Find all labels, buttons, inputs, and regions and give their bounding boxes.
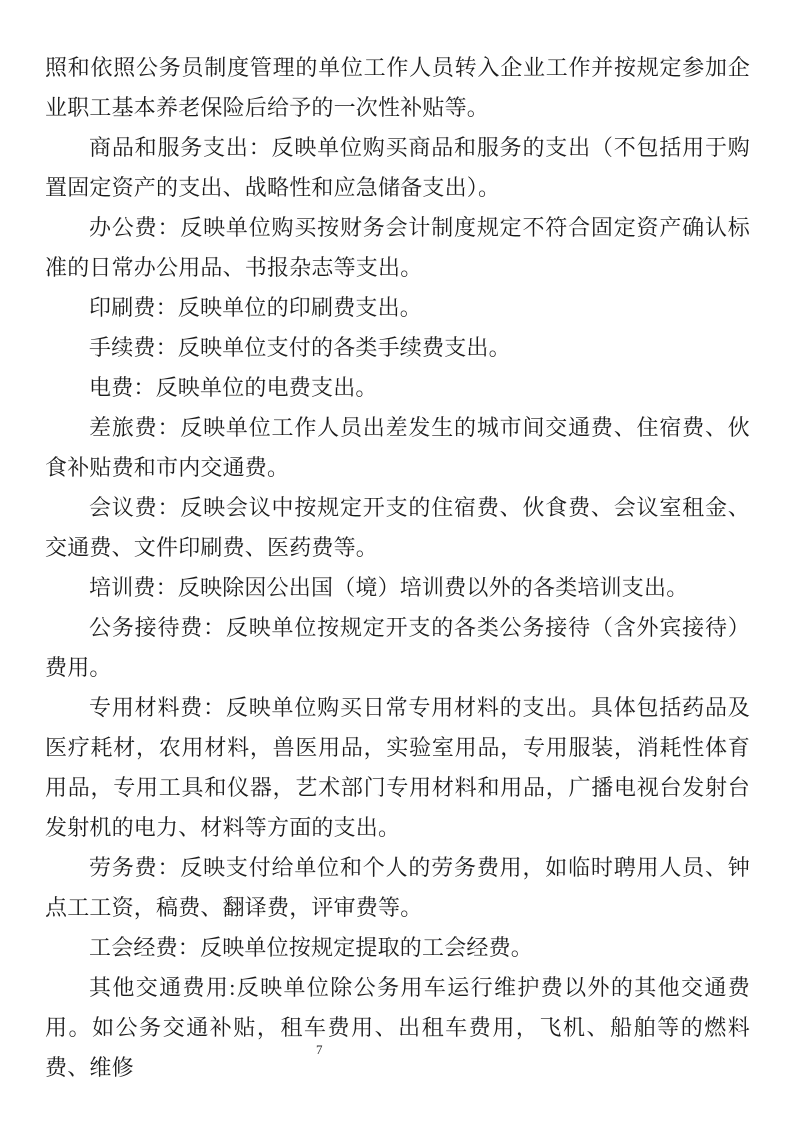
paragraph-special-materials: 专用材料费：反映单位购买日常专用材料的支出。具体包括药品及医疗耗材，农用材料，兽医用品，实验室用品，专用服装，消耗性体育用品，专用工具和仪器，艺术部门专用材料和用品，广播电视台发射台发射机的电力、材料等方面的支出。	[45, 695, 750, 840]
paragraph-office-expense: 办公费：反映单位购买按财务会计制度规定不符合固定资产确认标准的日常办公用品、书报杂志等支出。	[45, 215, 750, 280]
document-page	[45, 48, 750, 1088]
paragraph-union-funds: 工会经费：反映单位按规定提取的工会经费。	[89, 935, 534, 960]
paragraph-electricity-expense: 电费：反映单位的电费支出。	[89, 375, 378, 400]
paragraph-printing-expense: 印刷费：反映单位的印刷费支出。	[89, 295, 423, 320]
paragraph-service-charge: 手续费：反映单位支付的各类手续费支出。	[89, 335, 511, 360]
paragraph-official-reception: 公务接待费：反映单位按规定开支的各类公务接待（含外宾接待）费用。	[45, 615, 750, 680]
paragraph-labor-expense: 劳务费：反映支付给单位和个人的劳务费用，如临时聘用人员、钟点工工资，稿费、翻译费，评审费等。	[45, 855, 750, 920]
paragraph-training-expense: 培训费：反映除因公出国（境）培训费以外的各类培训支出。	[89, 575, 689, 600]
paragraph-goods-services: 商品和服务支出：反映单位购买商品和服务的支出（不包括用于购置固定资产的支出、战略性和应急储备支出）。	[45, 135, 750, 200]
page-number: 7	[316, 1042, 323, 1057]
paragraph-other-transport: 其他交通费用:反映单位除公务用车运行维护费以外的其他交通费用。如公务交通补贴，租车费用、出租车费用，飞机、船舶等的燃料费、维修	[45, 975, 750, 1080]
paragraph-travel-expense: 差旅费：反映单位工作人员出差发生的城市间交通费、住宿费、伙食补贴费和市内交通费。	[45, 415, 750, 480]
paragraph-conference-expense: 会议费：反映会议中按规定开支的住宿费、伙食费、会议室租金、交通费、文件印刷费、医药费等。	[45, 495, 750, 560]
paragraph-continuation: 照和依照公务员制度管理的单位工作人员转入企业工作并按规定参加企业职工基本养老保险后给予的一次性补贴等。	[45, 55, 750, 120]
